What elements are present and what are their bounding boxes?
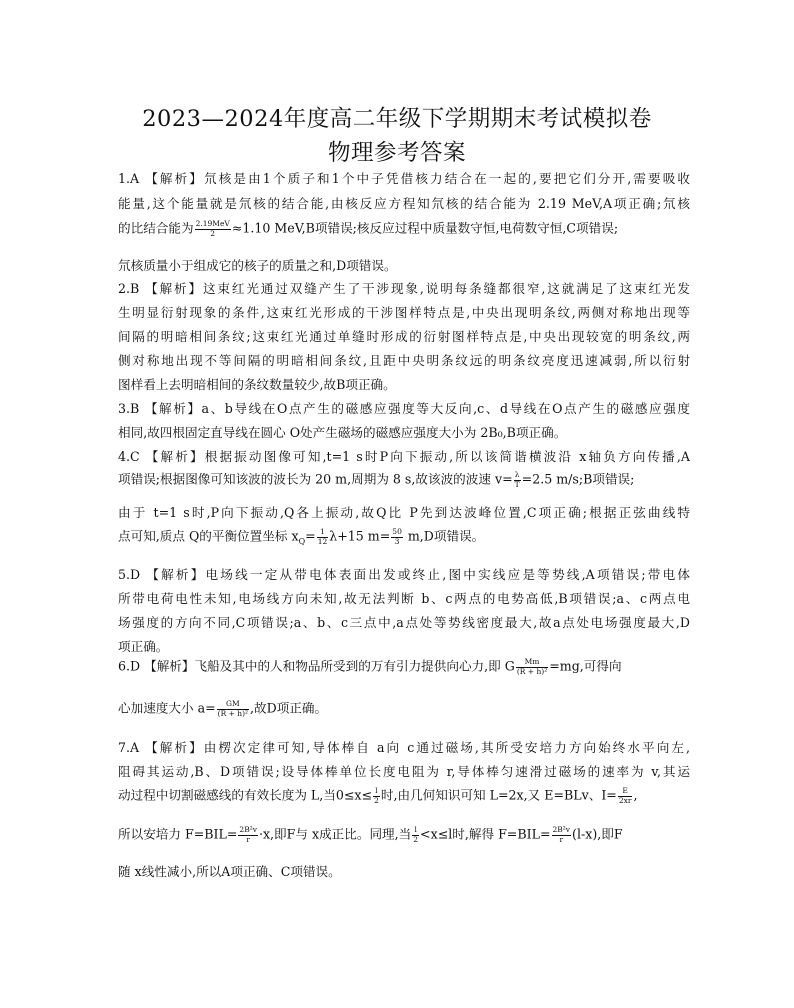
q7-line-1: 7.A 【解析】由楞次定律可知,导体棒自 a向 c通过磁场,其所受安培力方向始终水平向左, (118, 740, 690, 755)
acceleration-fraction: $\frac{GM}{\text{(R + h)²}}$ (217, 700, 249, 718)
q1-line-3: 的比结合能为 $\frac{\text{2.19MeV}}{2}$ ≈1.10 MeV,B项错误;核反应过程中质量数守恒,电荷数守恒,C项错误; (118, 220, 619, 238)
q4-line-1: 4.C 【解析】根据振动图像可知,t=1 s时P向下振动,所以该简谐横波沿 x轴负方向传播,A (118, 449, 690, 464)
q7-line-2: 阻碍其运动,B、D项错误;设导体棒单位长度电阻为 r,导体棒匀速滑过磁场的速率为 v,其运 (118, 764, 690, 779)
q5-line-3: 场强度的方向不同,C项错误;a、b、c三点中,a点处等势线密度最大,故a点处电场强度最大,D (118, 615, 690, 630)
q7-line-5: 随 x线性减小,所以A项正确、C项错误。 (118, 864, 341, 879)
q7-line-4: 所以安培力 F=BIL= $\frac{\text{2B²v}}{r}$ ·x,即F与 x成正比。同理,当 $\frac{l}{2}$ <x≤l时,解得 F=BIL= $\frac{\text{2B²v}}{r}$ (l-x),即F (118, 826, 623, 844)
q1-line-4: 氘核质量小于组成它的核子的质量之和,D项错误。 (118, 258, 397, 273)
binding-energy-fraction: $\frac{\text{2.19MeV}}{2}$ (195, 220, 230, 238)
wave-speed-fraction: $\frac{\lambda}{T}$ (514, 471, 520, 489)
force-fraction-2: $\frac{\text{2B²v}}{r}$ (552, 826, 571, 844)
page-subtitle: 物理参考答案 (327, 140, 466, 166)
q3-line-1: 3.B 【解析】a、b导线在O点产生的磁感应强度等大反向,c、d导线在O点产生的磁感应强度 (118, 401, 690, 416)
q1-line-2: 能量,这个能量就是氘核的结合能,由核反应方程知氘核的结合能为 2.19 MeV,A项正确;氘核 (118, 196, 690, 211)
q5-line-2: 所带电荷电性未知,电场线方向未知,故无法判断 b、c两点的电势高低,B项错误;a、c两点电 (118, 591, 690, 606)
force-fraction-1: $\frac{\text{2B²v}}{r}$ (239, 826, 257, 844)
position-result-fraction: $\frac{50}{3}$ (392, 528, 402, 546)
q2-line-5: 图样看上去明暗相间的条纹数量较少,故B项正确。 (118, 377, 396, 392)
page-title: 2023—2024年度高二年级下学期期末考试模拟卷 (142, 106, 652, 132)
q4-line-4: 点可知,质点 Q的平衡位置坐标 $x_Q=$ $\frac{1}{12}$ λ+15 m= $\frac{50}{3}$ m,D项错误。 (118, 528, 485, 547)
q6-line-1: 6.D 【解析】飞船及其中的人和物品所受到的万有引力提供向心力,即 G $\frac{Mm}{\text{(R + h)²}}$ =mg,可得向 (118, 658, 622, 676)
current-fraction: $\frac{E}{2xr}$ (618, 787, 632, 805)
q7-line-3: 动过程中切割磁感线的有效长度为 L,当0≤x≤ $\frac{l}{2}$ 时,由几何知识可知 L=2x,又 E=BLv、I= $\frac{E}{2xr}$ , (118, 787, 638, 805)
q1-line-1: 1.A 【解析】氘核是由1个质子和1个中子凭借核力结合在一起的,要把它们分开,需要吸收 (118, 171, 690, 186)
position-fraction: $\frac{1}{12}$ (317, 528, 328, 546)
q5-line-1: 5.D 【解析】电场线一定从带电体表面出发或终止,图中实线应是等势线,A项错误;带电体 (118, 567, 690, 582)
q3-line-2: 相同,故四根固定直导线在圆心 O处产生磁场的磁感应强度大小为 2B₀,B项正确。 (118, 425, 567, 440)
gravity-fraction: $\frac{Mm}{\text{(R + h)²}}$ (516, 658, 548, 676)
q2-line-3: 间隔的明暗相间条纹;这束红光通过单缝时形成的衍射图样特点是,中央出现较宽的明条纹,两 (118, 329, 690, 344)
q2-line-2: 生明显衍射现象的条件,这束红光形成的干涉图样特点是,中央出现明条纹,两侧对称地出现等 (118, 305, 690, 320)
q4-line-2: 项错误;根据图像可知该波的波长为 20 m,周期为 8 s,故该波的波速 v= $\frac{\lambda}{T}$ =2.5 m/s;B项错误; (118, 471, 635, 489)
q2-line-1: 2.B 【解析】这束红光通过双缝产生了干涉现象,说明每条缝都很窄,这就满足了这束红光发 (118, 281, 690, 296)
half-length-fraction-2: $\frac{l}{2}$ (413, 826, 419, 844)
q2-line-4: 侧对称地出现不等间隔的明暗相间条纹,且距中央明条纹远的明条纹亮度迅速减弱,所以衍射 (118, 353, 690, 368)
q5-line-4: 项正确。 (118, 639, 169, 654)
q6-line-2: 心加速度大小 a= $\frac{GM}{\text{(R + h)²}}$ ,故D项正确。 (118, 700, 328, 718)
q4-line-3: 由于 t=1 s时,P向下振动,Q各上振动,故Q比 P先到达波峰位置,C项正确;根据正弦曲线特 (118, 505, 690, 520)
half-length-fraction: $\frac{l}{2}$ (374, 787, 379, 805)
